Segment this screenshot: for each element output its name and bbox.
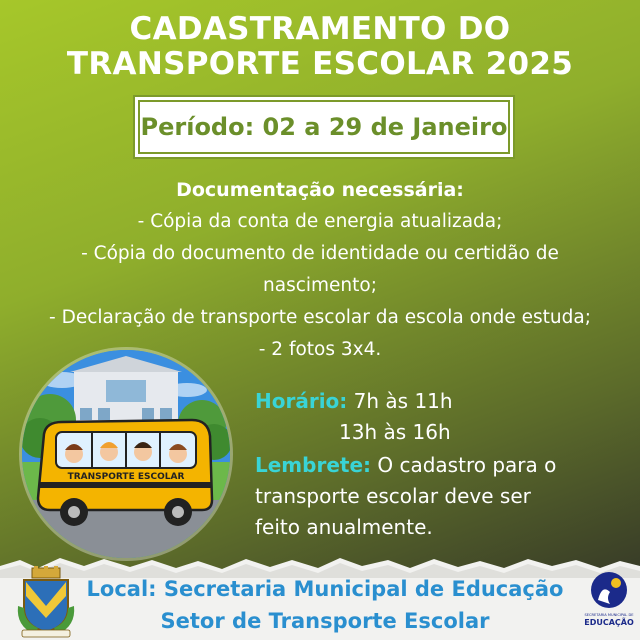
schedule-line-2 — [255, 417, 556, 448]
documents-heading: Documentação necessária: — [176, 179, 464, 201]
reminder-line-1 — [255, 450, 556, 481]
location-line-2: Setor de Transporte Escolar — [160, 609, 490, 633]
schedule-morning: 7h às 11h — [353, 389, 453, 413]
education-secretariat-logo — [580, 570, 638, 636]
location-section — [60, 573, 590, 637]
reminder-text-3: feito anualmente. — [255, 515, 433, 539]
reminder-text-2: transporte escolar deve ser — [255, 484, 531, 508]
document-item: - 2 fotos 3x4. — [258, 339, 382, 360]
title-line-1: CADASTRAMENTO DO — [129, 11, 511, 47]
document-item: - Cópia da conta de energia atualizada; — [137, 211, 503, 232]
school-bus-image — [22, 350, 230, 558]
schedule-afternoon: 13h às 16h — [339, 420, 451, 444]
schedule-label: Horário: — [255, 389, 348, 413]
reminder-text-1: O cadastro para o — [377, 453, 557, 477]
school-bus-illustration — [22, 350, 230, 558]
info-section — [255, 386, 556, 543]
period-box — [133, 95, 515, 159]
page-title — [0, 12, 640, 82]
document-item: - Declaração de transporte escolar da escola onde estuda; — [49, 307, 591, 328]
reminder-label: Lembrete: — [255, 453, 372, 477]
edu-logo-small-text: SECRETARIA MUNICIPAL DE — [584, 613, 634, 617]
schedule-line-1 — [255, 386, 556, 417]
document-item: - Cópia do documento de identidade ou certidão de — [81, 243, 559, 264]
bus-label: TRANSPORTE ESCOLAR — [67, 472, 185, 482]
edu-logo-big-text: EDUCAÇÃO — [584, 618, 634, 627]
documents-section — [0, 174, 640, 366]
period-text: Período: 02 a 29 de Janeiro — [140, 113, 508, 141]
title-line-2: TRANSPORTE ESCOLAR 2025 — [66, 46, 574, 82]
document-item: nascimento; — [263, 275, 377, 296]
location-line-1: Local: Secretaria Municipal de Educação — [86, 577, 564, 601]
